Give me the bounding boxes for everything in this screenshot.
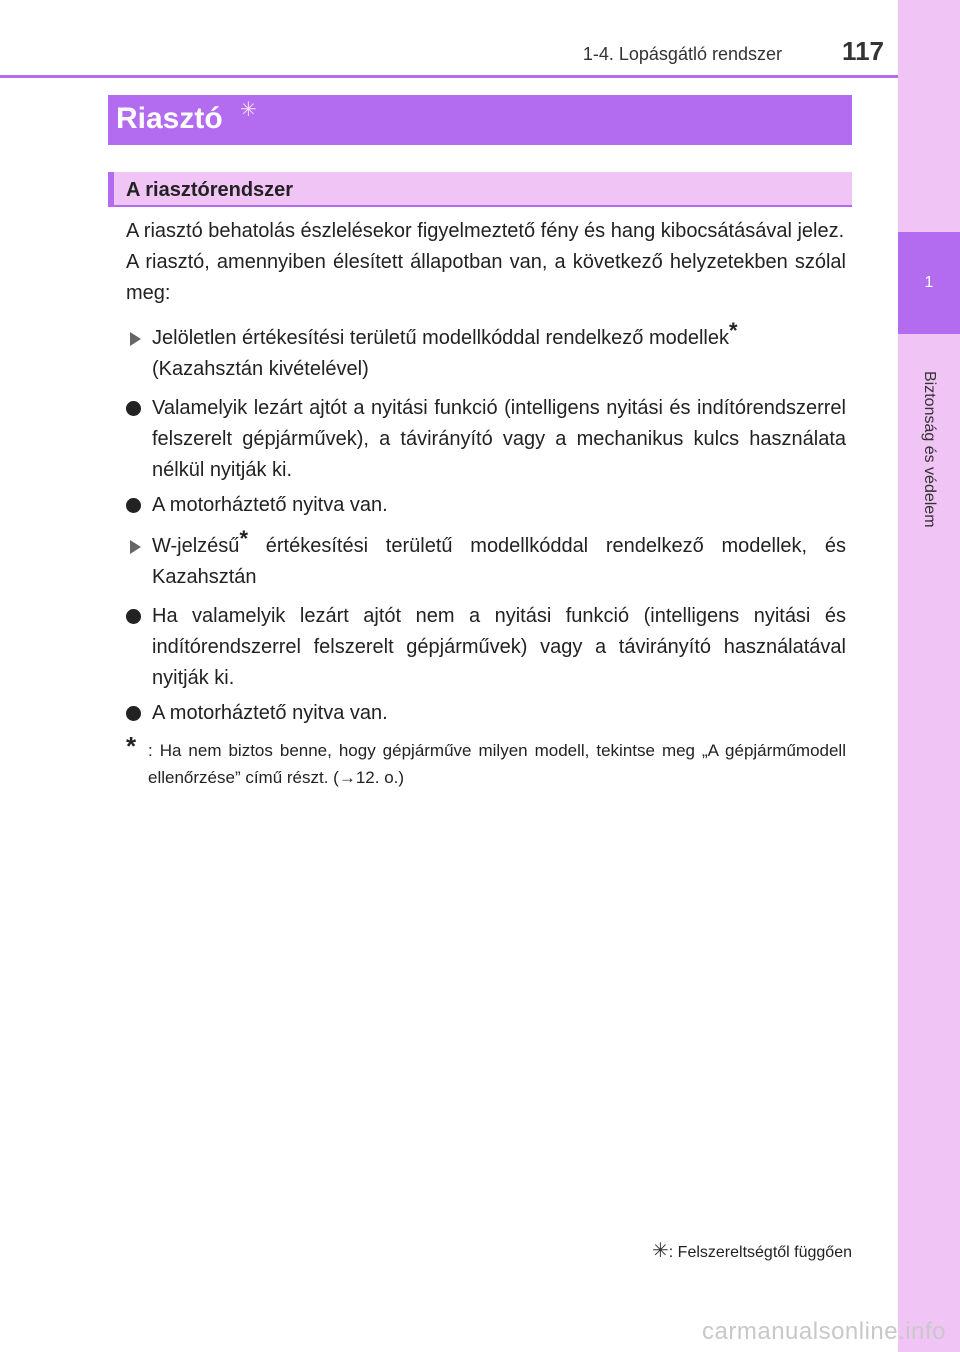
chapter-label: Biztonság és védelem (921, 370, 938, 528)
footnote-text: : Ha nem biztos benne, hogy gépjárműve milyen modell, tekintse meg „A gépjárműmodell ellenőrzése” című részt. (→12. o.) (148, 741, 846, 787)
triangle-arrow-icon (126, 531, 148, 564)
bullet-dot-icon (126, 393, 148, 426)
item-text: A motorháztető nyitva van. (152, 702, 388, 724)
list-item (126, 698, 846, 729)
item-text-before: W-jelzésű (152, 535, 240, 557)
body-text (126, 216, 846, 791)
item-text: A motorháztető nyitva van. (152, 494, 388, 516)
chapter-number: 1 (924, 274, 934, 291)
item-text-after: értékesítési területű modellkóddal rendelkező modellek, és Kazahsztán (152, 535, 846, 588)
item-text: Jelöletlen értékesítési területű modellkóddal rendelkező modellek (152, 327, 729, 349)
chapter-number-box (898, 232, 960, 334)
chapter-label-wrap (898, 334, 960, 564)
list-item (126, 318, 846, 385)
intro-paragraph-1: A riasztó behatolás észlelésekor figyelmeztető fény és hang kibocsátásával jelez. (126, 220, 845, 242)
optional-equipment-note-text: : Felszereltségtől függően (668, 1244, 852, 1261)
intro-paragraph-2: A riasztó, amennyiben élesített állapotban van, a következő helyzetekben szólal meg: (126, 251, 846, 304)
asterisk-icon: * (239, 526, 248, 551)
list-item (126, 393, 846, 486)
asterisk-icon: * (729, 318, 738, 343)
watermark: carmanualsonline.info (702, 1318, 946, 1345)
chapter-side-tab (898, 0, 960, 1352)
bullet-dot-icon (126, 490, 148, 523)
item-text: Ha valamelyik lezárt ajtót nem a nyitási funkció (intelligens nyitási és indítórendszerrel felszerelt gépjárművek) vagy a távirányító használatával nyitják ki. (152, 605, 846, 689)
list-item (126, 601, 846, 694)
item-suffix: (Kazahsztán kivételével) (152, 358, 369, 380)
subtitle: A riasztórendszer (126, 179, 294, 201)
asterisk-icon: * (126, 731, 137, 761)
footnote (126, 731, 846, 791)
page-number: 117 (842, 36, 884, 66)
bullet-dot-icon (126, 698, 148, 731)
header-divider (0, 75, 898, 78)
item-text: Valamelyik lezárt ajtót a nyitási funkció (intelligens nyitási és indítórendszerrel felszerelt gépjárművek), a távirányító vagy a mechanikus kulcs használata nélkül nyitják ki. (152, 397, 846, 481)
title-bar (108, 95, 852, 145)
list-item (126, 490, 846, 521)
list-item (126, 526, 846, 593)
subtitle-bar (108, 172, 852, 207)
page-title: Riasztó (116, 102, 223, 135)
optional-equipment-note (652, 1238, 852, 1263)
triangle-arrow-icon (126, 323, 148, 356)
section-title: 1-4. Lopásgátló rendszer (582, 44, 782, 64)
optional-equipment-star-icon: ✳ (652, 1240, 669, 1262)
optional-equipment-star-icon: ✳ (240, 99, 257, 121)
bullet-dot-icon (126, 601, 148, 634)
